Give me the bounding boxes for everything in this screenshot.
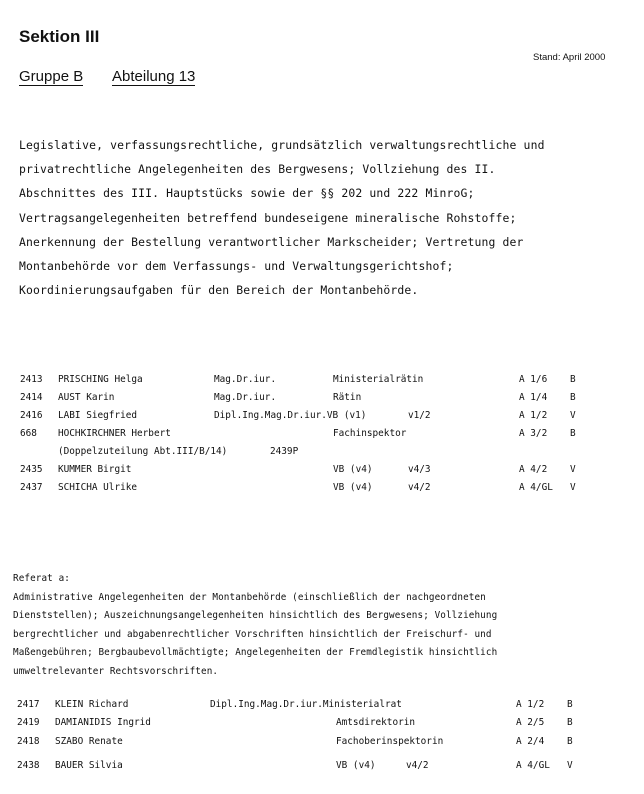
description-line: Anerkennung der Bestellung verantwortlicher Markscheider; Vertretung der — [19, 234, 524, 249]
description-line: Abschnittes des III. Hauptstücks sowie der §§ 202 und 222 MinroG; — [19, 186, 475, 201]
staff-name: AUST Karin — [58, 392, 115, 403]
staff-category: B — [570, 374, 576, 385]
staff-row — [0, 410, 644, 428]
staff-name: SCHICHA Ulrike — [58, 482, 138, 493]
referat-line: Administrative Angelegenheiten der Montanbehörde (einschließlich der nachgeordneten — [13, 591, 486, 603]
staff-category: B — [570, 392, 576, 403]
section-title: Sektion III — [19, 27, 100, 46]
group-label: Gruppe B — [19, 68, 84, 85]
staff-grade: A 4/GL — [519, 482, 553, 493]
staff-number: 2419 — [17, 717, 40, 728]
staff-function: VB (v4) — [333, 464, 373, 475]
staff-grade: A 1/6 — [519, 374, 548, 385]
referat-line: bergrechtlicher und abgabenrechtlicher Vorschriften hinsichtlich der Freischurf- und — [13, 628, 492, 640]
staff-name: PRISCHING Helga — [58, 374, 143, 385]
staff-number: 2418 — [17, 736, 40, 747]
staff-number: 2417 — [17, 699, 40, 710]
department-label: Abteilung 13 — [112, 68, 196, 85]
staff-function: Fachoberinspektorin — [336, 736, 444, 747]
staff-function: Ministerialrätin — [333, 374, 424, 385]
staff-grade: A 1/2 — [516, 699, 545, 710]
description-line: privatrechtliche Angelegenheiten des Bergwesens; Vollziehung des II. — [19, 162, 496, 177]
referat-line: Dienststellen); Auszeichnungsangelegenheiten hinsichtlich des Bergwesens; Vollziehung — [13, 610, 498, 621]
referat-line: Maßengebühren; Bergbaubevollmächtigte; Angelegenheiten der Fremdlegistik hinsichtlich — [13, 647, 498, 658]
staff-grade: A 4/GL — [516, 760, 550, 771]
staff-row — [0, 760, 644, 778]
staff-category: B — [570, 428, 576, 439]
status-date: Stand: April 2000 — [533, 52, 606, 63]
staff-number: 2413 — [20, 374, 43, 385]
staff-note: (Doppelzuteilung Abt.III/B/14) — [58, 446, 228, 457]
staff-grade: A 2/5 — [516, 717, 545, 728]
description-line: Vertragsangelegenheiten betreffend bundeseigene mineralische Rohstoffe; — [19, 210, 517, 225]
staff-category: V — [567, 760, 573, 771]
staff-category: B — [567, 736, 573, 747]
staff-name: KUMMER Birgit — [58, 464, 132, 475]
staff-row — [0, 428, 644, 446]
staff-grade: A 1/2 — [519, 410, 548, 421]
staff-grade: A 2/4 — [516, 736, 545, 747]
staff-number: 2414 — [20, 392, 43, 403]
staff-category: V — [570, 410, 576, 421]
staff-name: LABI Siegfried — [58, 410, 138, 421]
staff-title: Mag.Dr.iur. — [214, 374, 277, 385]
staff-title: Dipl.Ing.Mag.Dr.iur.VB (v1) — [214, 410, 367, 421]
description-line: Legislative, verfassungsrechtliche, grundsätzlich verwaltungsrechtliche und — [19, 138, 545, 152]
referat-section — [13, 570, 497, 681]
staff-function: VB (v4) — [333, 482, 373, 493]
staff-category: V — [570, 464, 576, 475]
staff-row — [0, 717, 644, 735]
staff-row — [0, 374, 644, 392]
staff-salary-level: v4/3 — [408, 464, 431, 475]
staff-grade: A 1/4 — [519, 392, 548, 403]
staff-salary-level: v4/2 — [408, 482, 431, 493]
staff-function: VB (v4) — [336, 760, 376, 771]
staff-salary-level: v4/2 — [406, 760, 429, 771]
staff-salary-level: v1/2 — [408, 410, 431, 421]
referat-line: umweltrelevanter Rechtsvorschriften. — [13, 665, 219, 677]
staff-number: 2435 — [20, 464, 43, 475]
staff-name: KLEIN Richard — [55, 699, 129, 710]
staff-title: Mag.Dr.iur. — [214, 392, 277, 403]
staff-grade: A 3/2 — [519, 428, 548, 439]
staff-row-note — [0, 446, 644, 464]
staff-category: B — [567, 717, 573, 728]
staff-number: 2437 — [20, 482, 43, 493]
staff-number: 2416 — [20, 410, 43, 421]
description-line: Koordinierungsaufgaben für den Bereich der Montanbehörde. — [19, 283, 419, 298]
staff-function: Amtsdirektorin — [336, 717, 416, 728]
staff-grade: A 4/2 — [519, 464, 548, 475]
referat-heading: Referat a: — [13, 573, 70, 584]
staff-function: Rätin — [333, 392, 362, 403]
staff-number: 668 — [20, 428, 37, 439]
staff-category: B — [567, 699, 573, 710]
staff-name: SZABO Renate — [55, 736, 123, 747]
staff-row — [0, 736, 644, 754]
staff-name: DAMIANIDIS Ingrid — [55, 717, 151, 728]
staff-function: Fachinspektor — [333, 428, 407, 439]
staff-title: Dipl.Ing.Mag.Dr.iur.Ministerialrat — [210, 699, 402, 710]
staff-row — [0, 699, 644, 717]
staff-category: V — [570, 482, 576, 493]
department-description — [19, 133, 545, 302]
staff-row — [0, 464, 644, 482]
staff-row — [0, 482, 644, 500]
description-line: Montanbehörde vor dem Verfassungs- und Verwaltungsgerichtshof; — [19, 259, 454, 274]
staff-name: BAUER Silvia — [55, 760, 123, 771]
staff-name: HOCHKIRCHNER Herbert — [58, 428, 171, 439]
staff-number: 2438 — [17, 760, 40, 771]
staff-row — [0, 392, 644, 410]
staff-note-number: 2439P — [270, 446, 299, 457]
